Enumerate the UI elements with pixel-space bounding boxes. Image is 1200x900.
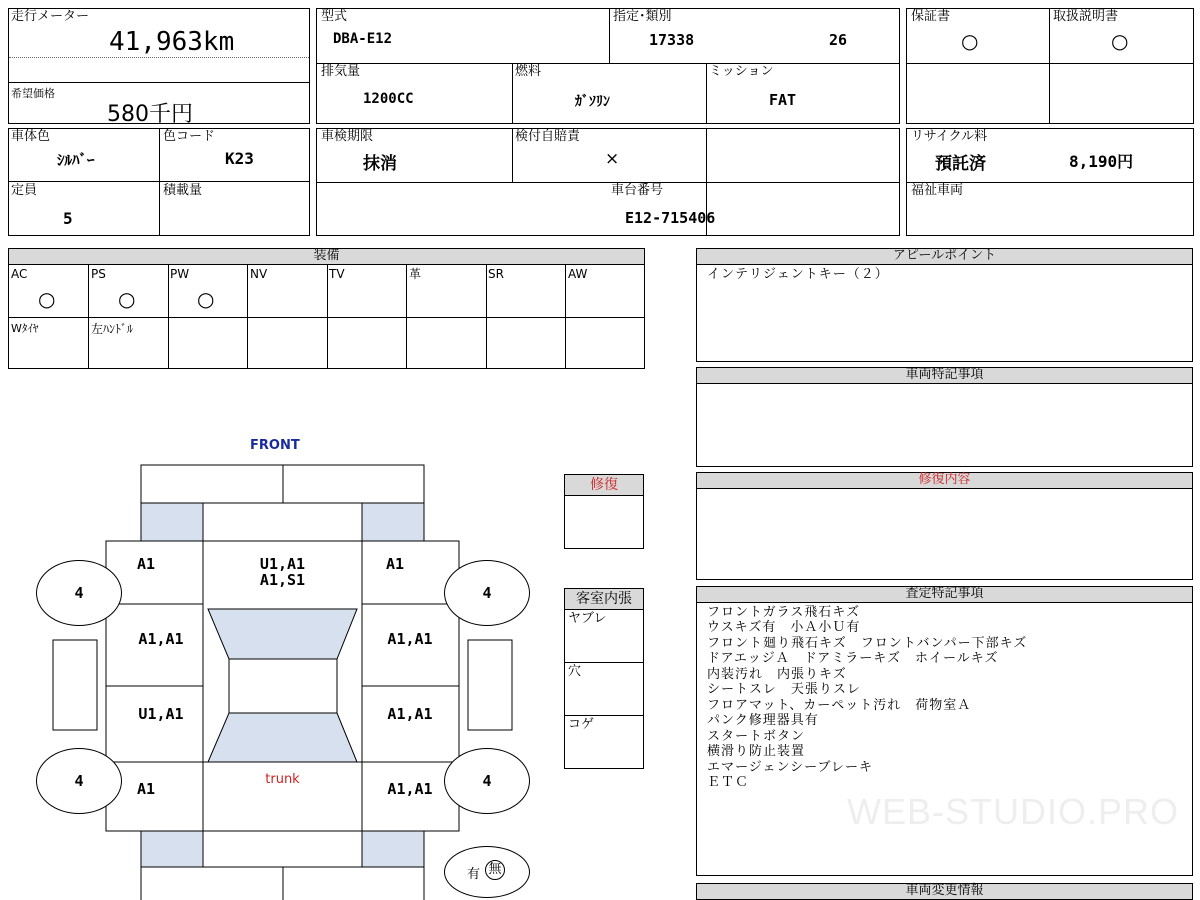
part-hood: U1,A1 A1,S1 — [259, 555, 306, 589]
assessment-line: シートスレ 天張りスレ — [707, 682, 861, 697]
assessment-title: 査定特記事項 — [696, 586, 1193, 603]
assessment-line: スタートボタン — [707, 729, 806, 744]
equip-ac-label: AC — [11, 267, 28, 281]
equipment-title: 装備 — [8, 248, 645, 265]
equip-ac-mark: ○ — [38, 287, 56, 311]
warranty-value: ○ — [961, 29, 979, 53]
equip-pw-label: PW — [170, 267, 190, 281]
equip-leather-label: 革 — [409, 267, 422, 281]
recycle-label: リサイクル料 — [911, 129, 988, 144]
watermark: WEB-STUDIO.PRO — [847, 791, 1180, 832]
vehicle-notes-box — [696, 383, 1193, 467]
price-label: 希望価格 — [11, 87, 55, 100]
manual-label: 取扱説明書 — [1053, 9, 1119, 24]
appeal-text: インテリジェントキー（２） — [707, 267, 889, 282]
part-rear-right-quarter: A1,A1 — [387, 780, 433, 798]
recycle-status: 預託済 — [935, 154, 986, 174]
insurance-value: × — [605, 149, 620, 169]
interior-tear-label: ヤブレ — [568, 611, 607, 626]
assessment-line: エマージェンシーブレーキ — [707, 760, 873, 775]
assessment-line: ＥＴＣ — [707, 775, 750, 790]
interior-title: 客室内張 — [564, 588, 644, 610]
documents-panel — [906, 8, 1194, 124]
inspection-value: 抹消 — [363, 154, 397, 174]
equip-tv-label: TV — [329, 267, 345, 281]
fuel-value: ｶﾞｿﾘﾝ — [575, 94, 610, 110]
designation-label: 指定･類別 — [613, 9, 672, 24]
part-front-right-fender: A1 — [385, 555, 405, 573]
recycle-panel — [906, 128, 1194, 236]
repair-box-title: 修復 — [564, 474, 644, 496]
price-value: 580千円 — [107, 102, 193, 127]
assessment-line: ウスキズ有 小Ａ小Ｕ有 — [707, 620, 861, 635]
repair-box — [564, 495, 644, 549]
equip-wtire-label: Wﾀｲﾔ — [11, 322, 39, 335]
interior-hole-label: 穴 — [568, 664, 582, 679]
fuel-label: 燃料 — [515, 64, 542, 79]
load-label: 積載量 — [163, 183, 203, 198]
change-info-title: 車両変更情報 — [696, 883, 1193, 900]
tire-rear-right-value: 4 — [482, 772, 492, 790]
equip-sr-label: SR — [488, 267, 504, 281]
part-rear-left-door: U1,A1 — [138, 705, 184, 723]
equip-pw-mark: ○ — [197, 287, 215, 311]
color-label: 車体色 — [11, 129, 51, 144]
transmission-value: FAT — [769, 91, 797, 109]
model-value: DBA-E12 — [333, 31, 393, 47]
transmission-label: ミッション — [709, 64, 774, 79]
assessment-line: 内装汚れ 内張りキズ — [707, 667, 847, 682]
tire-front-right — [444, 560, 530, 626]
mileage-value: 41,963km — [109, 27, 235, 57]
interior-box — [564, 609, 644, 769]
designation-value-1: 17338 — [649, 31, 695, 49]
designation-value-2: 26 — [829, 31, 848, 49]
assessment-line: ドアエッジＡ ドアミラーキズ ホイールキズ — [707, 651, 999, 666]
equip-lhd-label: 左ﾊﾝﾄﾞﾙ — [91, 322, 134, 336]
capacity-label: 定員 — [11, 183, 38, 198]
insurance-label: 検付自賠責 — [515, 129, 581, 144]
spare-yes-label: 有 — [467, 867, 481, 882]
assessment-line: フロントガラス飛石キズ — [707, 605, 860, 620]
assessment-line: 横滑り防止装置 — [707, 744, 806, 759]
part-front-left-door: A1,A1 — [138, 630, 184, 648]
repair-details-title: 修復内容 — [696, 472, 1193, 489]
displacement-label: 排気量 — [321, 64, 361, 79]
equip-ps-mark: ○ — [118, 287, 136, 311]
tire-front-left-value: 4 — [74, 584, 84, 602]
spare-no-label: 無 — [485, 860, 505, 880]
trunk-label: trunk — [265, 772, 300, 787]
chassis-value: E12-715406 — [625, 209, 716, 227]
recycle-amount: 8,190円 — [1069, 152, 1134, 171]
capacity-value: 5 — [63, 209, 73, 228]
assessment-line: フロアマット、カーペット汚れ 荷物室Ａ — [707, 698, 972, 713]
model-label: 型式 — [321, 9, 348, 24]
equip-ps-label: PS — [91, 267, 106, 281]
assessment-line: フロント廻り飛石キズ フロントバンパー下部キズ — [707, 636, 1028, 651]
assessment-box — [696, 602, 1193, 876]
warranty-label: 保証書 — [911, 9, 951, 24]
appeal-title: アピールポイント — [696, 248, 1193, 265]
assessment-line: パンク修理器具有 — [707, 713, 819, 728]
part-rear-right-door: A1,A1 — [387, 705, 433, 723]
manual-value: ○ — [1111, 29, 1129, 53]
color-value: ｼﾙﾊﾞｰ — [57, 151, 95, 169]
part-front-right-door: A1,A1 — [387, 630, 433, 648]
appeal-box — [696, 264, 1193, 362]
part-rear-left-quarter: A1 — [136, 780, 156, 798]
part-front-left-fender: A1 — [136, 555, 156, 573]
inspection-label: 車検期限 — [321, 129, 374, 144]
chassis-label: 車台番号 — [611, 183, 664, 198]
spare-tire-indicator — [444, 846, 530, 898]
welfare-label: 福祉車両 — [911, 183, 964, 198]
front-label: FRONT — [250, 438, 300, 453]
color-code-value: K23 — [225, 149, 254, 168]
vehicle-notes-title: 車両特記事項 — [696, 367, 1193, 384]
color-code-label: 色コード — [163, 129, 216, 144]
mileage-label: 走行メーター — [11, 9, 90, 24]
repair-details-box — [696, 488, 1193, 580]
tire-front-right-value: 4 — [482, 584, 492, 602]
equip-aw-label: AW — [568, 267, 588, 281]
interior-burn-label: コゲ — [568, 717, 595, 732]
tire-rear-left-value: 4 — [74, 772, 84, 790]
displacement-value: 1200CC — [363, 91, 414, 107]
equip-nv-label: NV — [250, 267, 268, 281]
